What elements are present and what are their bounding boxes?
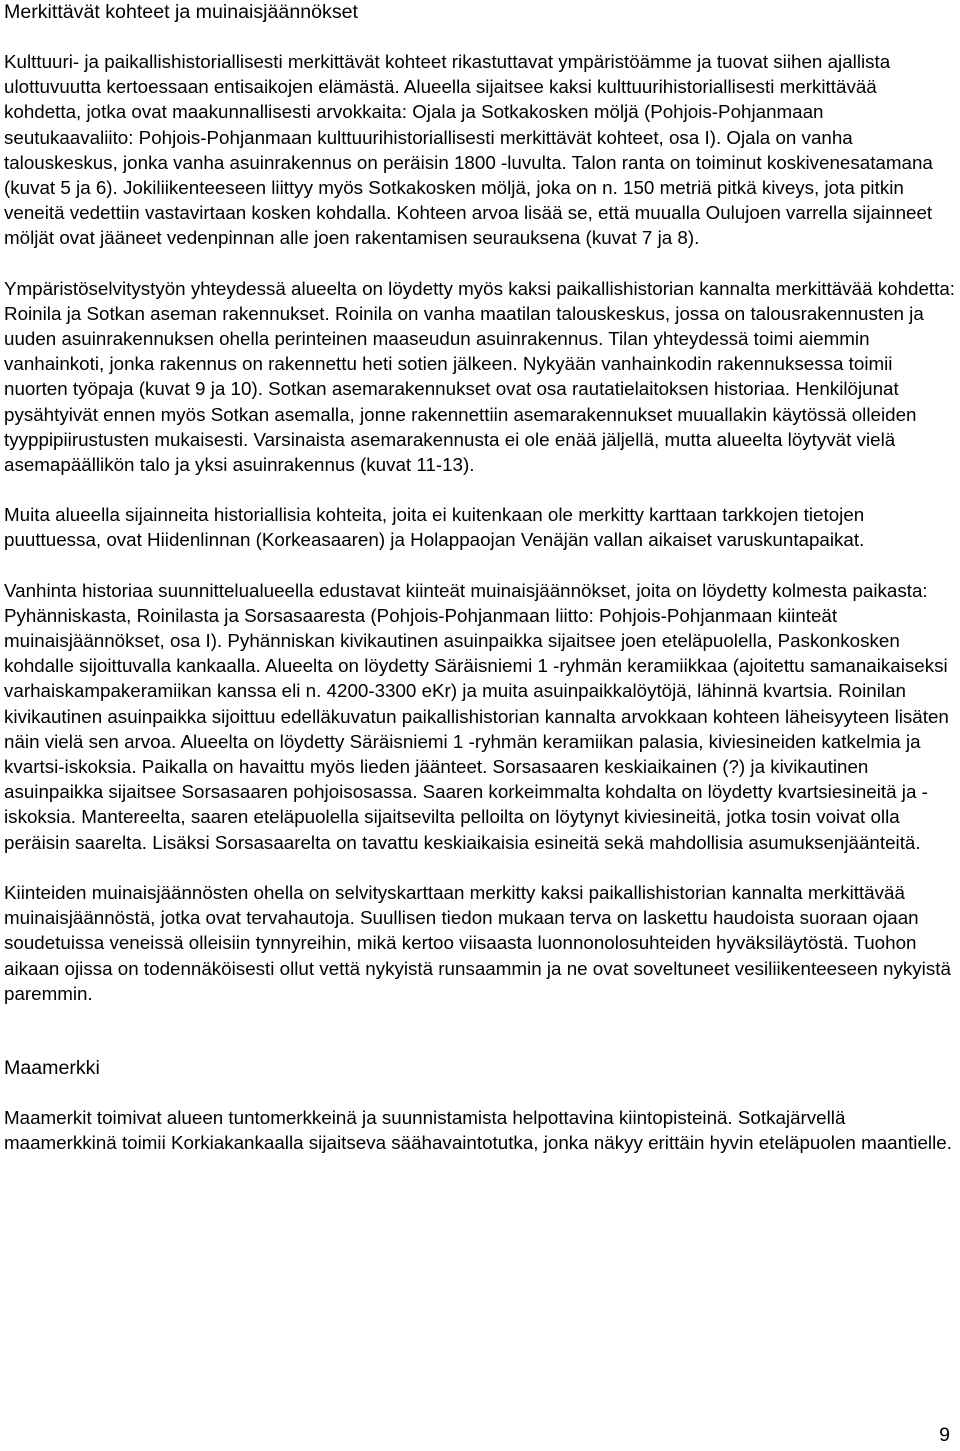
paragraph-maamerkki: Maamerkit toimivat alueen tuntomerkkeinä ja suunnistamista helpottavina kiintopisteinä. Sotkajärvellä maamerkkinä toimii Korkiakankaalla sijaitseva säähavaintotutka, jonka näkyy erittäin hyvin eteläpuolen maantielle. <box>4 1106 952 1154</box>
section-heading-merkittavat-kohteet: Merkittävät kohteet ja muinaisjäännökset <box>4 1 358 23</box>
document-page <box>4 0 956 1155</box>
paragraph-kulttuurihistorialliset-kohteet: Kulttuuri- ja paikallishistoriallisesti merkittävät kohteet rikastuttavat ympäristöämme ja tuovat siihen ajallista ulottuvuutta kertoessaan entisaikojen elämästä. Alueella sijaitsee kaksi kulttuurihistoriallisesti merkittävää kohdetta, jotka ovat maakunnallisesti arvokkaita: Ojala ja Sotkakosken möljä (Pohjois-Pohjanmaan seutukaavaliito: Pohjois-Pohjanmaan kulttuurihistoriallisesti merkittävät kohteet, osa I). Ojala on vanha talouskeskus, jonka vanha asuinrakennus on peräisin 1800 -luvulta. Talon ranta on toiminut koskivenesatamana (kuvat 5 ja 6). Jokiliikenteeseen liittyy myös Sotkakosken möljä, joka on n. 150 metriä pitkä kiveys, jota pitkin veneitä vedettiin vastavirtaan kosken kohdalla. Kohteen arvoa lisää se, että muualla Oulujoen varrella sijainneet möljät ovat jääneet vedenpinnan alle joen rakentamisen seurauksena (kuvat 7 ja 8). <box>4 51 933 249</box>
paragraph-paikallishistorialliset-kohteet: Ympäristöselvitystyön yhteydessä alueelta on löydetty myös kaksi paikallishistorian kannalta merkittävää kohdetta: Roinila ja Sotkan aseman rakennukset. Roinila on vanha maatilan talouskeskus, jossa on talousrakennusten ja uuden asuinrakennuksen ohella perinteinen maaseudun asuinrakennus. Tilan yhteydessä toimi aiemmin vanhainkoti, jonka rakennus on rakennettu heti sotien jälkeen. Nykyään vanhainkodin rakennuksessa toimii nuorten työpaja (kuvat 9 ja 10). Sotkan asemarakennukset ovat osa rautatielaitoksen historiaa. Henkilöjunat pysähtyivät ennen myös Sotkan asemalla, jonne rakennettiin asemarakennukset muuallakin käytössä olleiden tyyppipiirustusten mukaisesti. Varsinaista asemarakennusta ei ole enää jäljellä, mutta alueelta löytyvät vielä asemapäällikön talo ja yksi asuinrakennus (kuvat 11-13). <box>4 277 956 476</box>
page-number: 9 <box>939 1424 950 1446</box>
paragraph-historialliset-varuskuntapaikat: Muita alueella sijainneita historiallisia kohteita, joita ei kuitenkaan ole merkitty karttaan tarkkojen tietojen puuttuessa, ovat Hiidenlinnan (Korkeasaaren) ja Holappaojan Venäjän vallan aikaiset varuskuntapaikat. <box>4 504 865 551</box>
paragraph-tervahaudat: Kiinteiden muinaisjäännösten ohella on selvityskarttaan merkitty kaksi paikallishistorian kannalta merkittävää muinaisjäännöstä, jotka ovat tervahautoja. Suullisen tiedon mukaan terva on laskettu haudoista suoraan ojaan soudetuissa veneissä olleisiin tynnyreihin, mikä kertoo viisaasta luonnonolosuhteiden hyväksiläytöstä. Tuohon aikaan ojissa on todennäköisesti ollut vettä nykyistä runsaammin ja ne ovat soveltuneet vesiliikenteeseen nykyistä paremmin. <box>4 881 951 1004</box>
section-heading-maamerkki: Maamerkki <box>4 1056 100 1079</box>
paragraph-kiinteat-muinaisjaannokset: Vanhinta historiaa suunnittelualueella edustavat kiinteät muinaisjäännökset, joita on löydetty kolmesta paikasta: Pyhänniskasta, Roinilasta ja Sorsasaaresta (Pohjois-Pohjanmaan liitto: Pohjois-Pohjanmaan kiinteät muinaisjäännökset, osa I). Pyhänniskan kivikautinen asuinpaikka sijaitsee joen eteläpuolella, Paskonkosken kohdalle sijoittuvalla kankaalla. Alueelta on löydetty Säräisniemi 1 -ryhmän keramiikkaa (ajoitettu samanaikaiseksi varhaiskampakeramiikan kanssa eli n. 4200-3300 eKr) ja muita asuinpaikkalöytöjä, lähinnä kvartsia. Roinilan kivikautinen asuinpaikka sijoittuu edelläkuvatun paikallishistorian kannalta arvokkaan kohteen läheisyyteen lisäten näin vielä sen arvoa. Alueelta on löydetty Säräisniemi 1 -ryhmän keramiikan palasia, kiviesineiden katkelmia ja kvartsi-iskoksia. Paikalla on havaittu myös lieden jäänteet. Sorsasaaren keskiaikainen (?) ja kivikautinen asuinpaikka sijaitsee Sorsasaaren pohjoisosassa. Saaren korkeimmalta kohdalta on löydetty kvartsiesineitä ja -iskoksia. Mantereelta, saaren eteläpuolella sijaitsevilta pelloilta on löytynyt kiviesineitä, jotka tosin voivat olla peräisin saarelta. Lisäksi Sorsasaarelta on tavattu keskiaikaisia esineitä sekä mahdollisia asumuksenjäänteitä. <box>4 579 949 853</box>
